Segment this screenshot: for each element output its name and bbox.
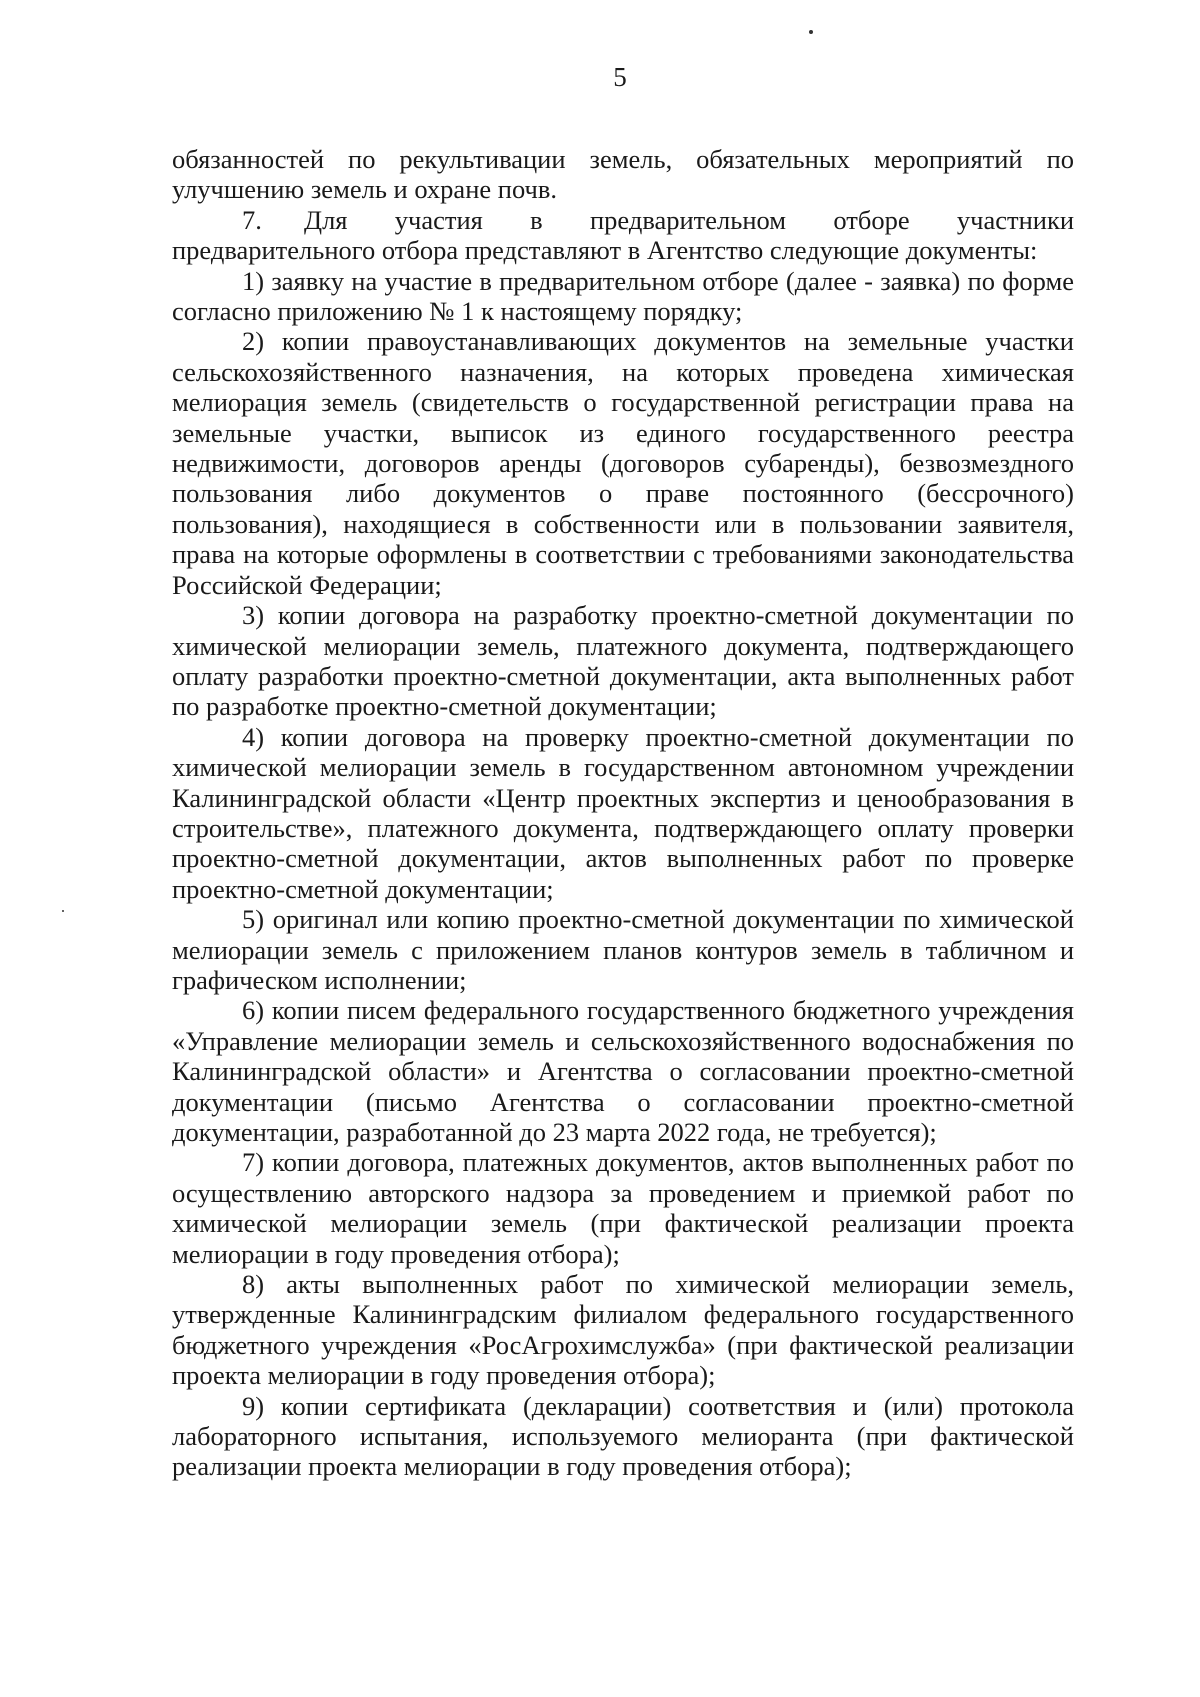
list-item-9: 9) копии сертификата (декларации) соответствия и (или) протокола лабораторного испытания, используемого мелиоранта (при фактической реализации проекта мелиорации в году проведения отбора); bbox=[172, 1390, 1074, 1482]
page-number: 5 bbox=[613, 62, 627, 92]
list-item-1: 1) заявку на участие в предварительном отборе (далее - заявка) по форме согласно приложению № 1 к настоящему порядку; bbox=[172, 265, 1074, 327]
scan-speck bbox=[809, 30, 813, 34]
scan-speck bbox=[62, 910, 64, 912]
list-item-6: 6) копии писем федерального государственного бюджетного учреждения «Управление мелиорации земель и сельскохозяйственного водоснабжения по Калининградской области» и Агентства о согласовании проектно-сметной документации (письмо Агентства о согласовании проектно-сметной документации, разработанной до 23 марта 2022 года, не требуется); bbox=[172, 995, 1074, 1147]
paragraph-text: Для участия в предварительном отборе участники предварительного отбора представляют в Агентство следующие документы: bbox=[172, 204, 1074, 266]
list-item-2: 2) копии правоустанавливающих документов на земельные участки сельскохозяйственного назначения, на которых проведена химическая мелиорация земель (свидетельств о государственной регистрации права на земельные участки, выписок из единого государственного реестра недвижимости, договоров аренды (договоров субаренды), безвозмездного пользования либо документов о праве постоянного (бессрочного) пользования), находящиеся в собственности или в пользовании заявителя, права на которые оформлены в соответствии с требованиями законодательства Российской Федерации; bbox=[172, 326, 1074, 600]
document-body bbox=[172, 144, 1074, 1482]
list-item-5: 5) оригинал или копию проектно-сметной документации по химической мелиорации земель с приложением планов контуров земель в табличном и графическом исполнении; bbox=[172, 904, 1074, 995]
list-item-4: 4) копии договора на проверку проектно-сметной документации по химической мелиорации земель в государственном автономном учреждении Калининградской области «Центр проектных экспертиз и ценообразования в строительстве», платежного документа, подтверждающего оплату проверки проектно-сметной документации, актов выполненных работ по проверке проектно-сметной документации; bbox=[172, 721, 1074, 904]
paragraph-continuation: обязанностей по рекультивации земель, обязательных мероприятий по улучшению земель и охране почв. bbox=[172, 144, 1074, 205]
list-item-7: 7) копии договора, платежных документов, актов выполненных работ по осуществлению авторского надзора за проведением и приемкой работ по химической мелиорации земель (при фактической реализации проекта мелиорации в году проведения отбора); bbox=[172, 1147, 1074, 1269]
paragraph-number: 7. bbox=[242, 204, 262, 235]
list-item-3: 3) копии договора на разработку проектно-сметной документации по химической мелиорации земель, платежного документа, подтверждающего оплату разработки проектно-сметной документации, акта выполненных работ по разработке проектно-сметной документации; bbox=[172, 600, 1074, 722]
paragraph-7 bbox=[172, 205, 1074, 266]
list-item-8: 8) акты выполненных работ по химической мелиорации земель, утвержденные Калининградским филиалом федерального государственного бюджетного учреждения «РосАгрохимслужба» (при фактической реализации проекта мелиорации в году проведения отбора); bbox=[172, 1269, 1074, 1391]
